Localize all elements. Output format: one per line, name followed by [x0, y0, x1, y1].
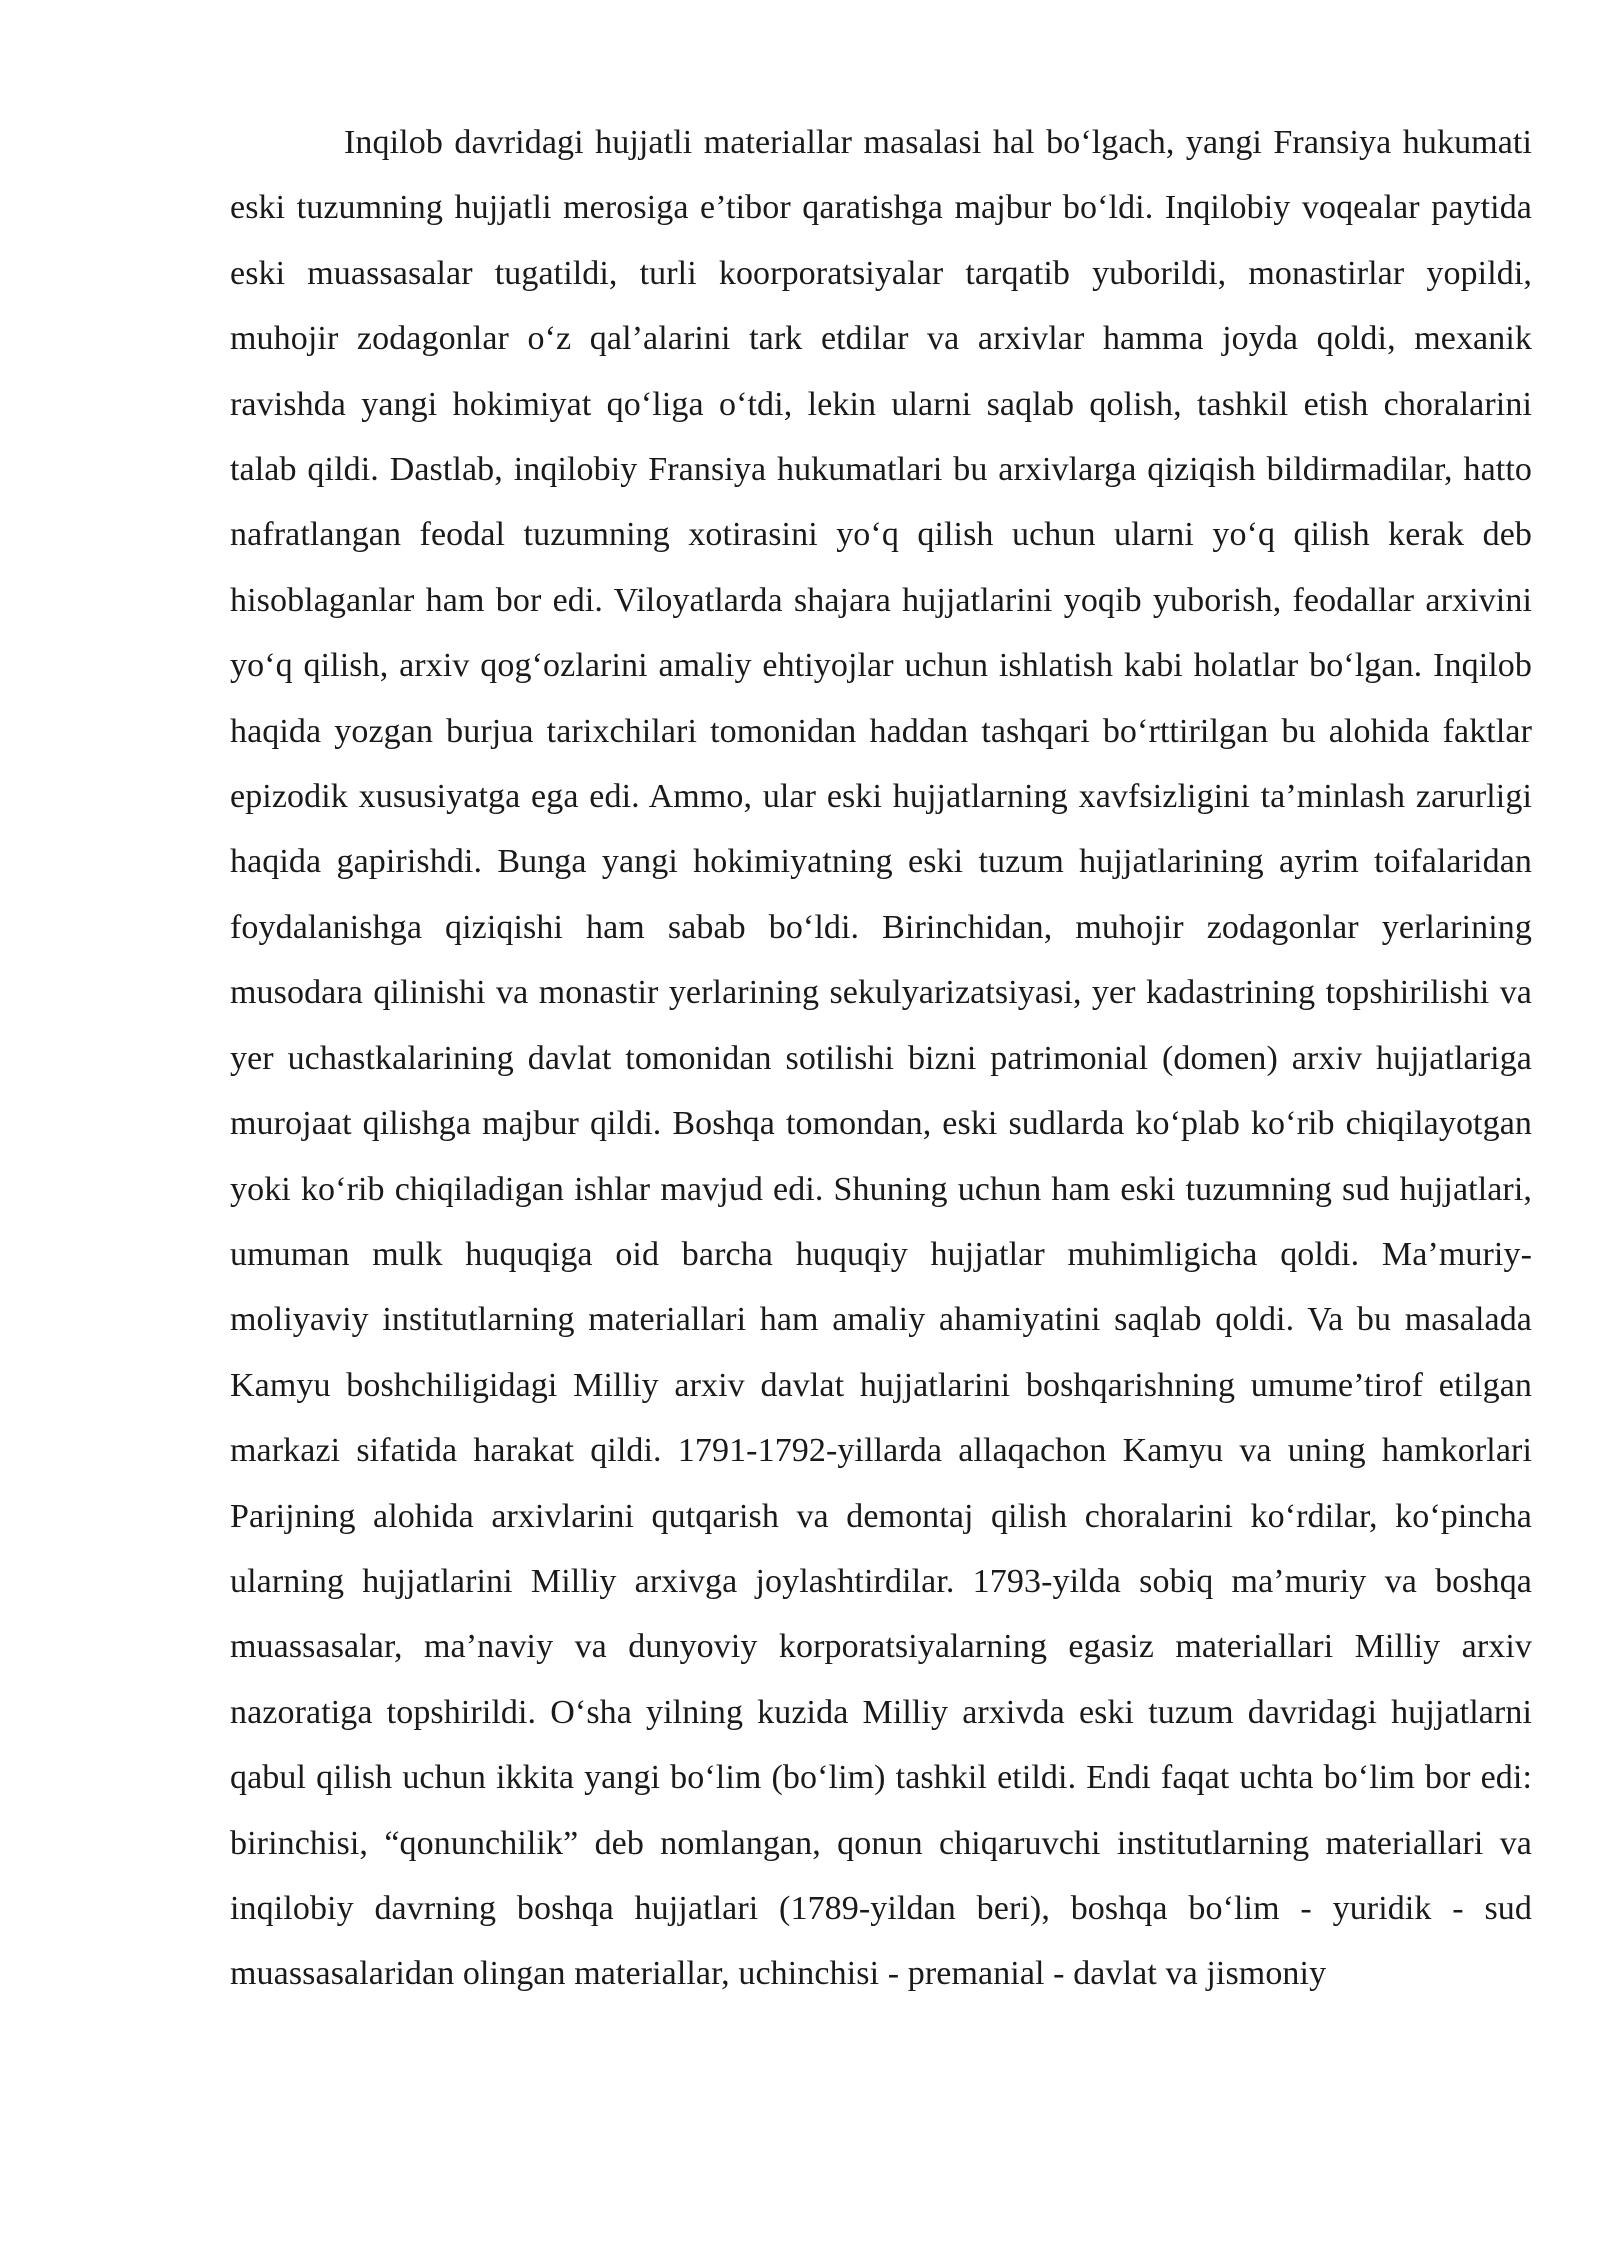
body-paragraph: Inqilob davridagi hujjatli materiallar masalasi hal bo‘lgach, yangi Fransiya hukumati eski tuzumning hujjatli merosiga e’tibor qaratishga majbur bo‘ldi. Inqilobiy voqealar paytida eski muassasalar tugatildi, turli koorporatsiyalar tarqatib yuborildi, monastirlar yopildi, muhojir zodagonlar o‘z qal’alarini tark etdilar va arxivlar hamma joyda qoldi, mexanik ravishda yangi hokimiyat qo‘liga o‘tdi, lekin ularni saqlab qolish, tashkil etish choralarini talab qildi. Dastlab, inqilobiy Fransiya hukumatlari bu arxivlarga qiziqish bildirmadilar, hatto nafratlangan feodal tuzumning xotirasini yo‘q qilish uchun ularni yo‘q qilish kerak deb hisoblaganlar ham bor edi. Viloyatlarda shajara hujjatlarini yoqib yuborish, feodallar arxivini yo‘q qilish, arxiv qog‘ozlarini amaliy ehtiyojlar uchun ishlatish kabi holatlar bo‘lgan. Inqilob haqida yozgan burjua tarixchilari tomonidan haddan tashqari bo‘rttirilgan bu alohida faktlar epizodik xususiyatga ega edi. Ammo, ular eski hujjatlarning xavfsizligini ta’minlash zarurligi haqida gapirishdi. Bunga yangi hokimiyatning eski tuzum hujjatlarining ayrim toifalaridan foydalanishga qiziqishi ham sabab bo‘ldi. Birinchidan, muhojir zodagonlar yerlarining musodara qilinishi va monastir yerlarining sekulyarizatsiyasi, yer kadastrining topshirilishi va yer uchastkalarining davlat tomonidan sotilishi bizni patrimonial (domen) arxiv hujjatlariga murojaat qilishga majbur qildi. Boshqa tomondan, eski sudlarda ko‘plab ko‘rib chiqilayotgan yoki ko‘rib chiqiladigan ishlar mavjud edi. Shuning uchun ham eski tuzumning sud hujjatlari, umuman mulk huquqiga oid barcha huquqiy hujjatlar muhimligicha qoldi. Ma’muriy-moliyaviy institutlarning materiallari ham amaliy ahamiyatini saqlab qoldi. Va bu masalada Kamyu boshchiligidagi Milliy arxiv davlat hujjatlarini boshqarishning umume’tirof etilgan markazi sifatida harakat qildi. 1791-1792-yillarda allaqachon Kamyu va uning hamkorlari Parijning alohida arxivlarini qutqarish va demontaj qilish choralarini ko‘rdilar, ko‘pincha ularning hujjatlarini Milliy arxivga joylashtirdilar. 1793-yilda sobiq ma’muriy va boshqa muassasalar, ma’naviy va dunyoviy korporatsiyalarning egasiz materiallari Milliy arxiv nazoratiga topshirildi. O‘sha yilning kuzida Milliy arxivda eski tuzum davridagi hujjatlarni qabul qilish uchun ikkita yangi bo‘lim (bo‘lim) tashkil etildi. Endi faqat uchta bo‘lim bor edi: birinchisi, “qonunchilik” deb nomlangan, qonun chiqaruvchi institutlarning materiallari va inqilobiy davrning boshqa hujjatlari (1789-yildan beri), boshqa bo‘lim - yuridik - sud muassasalaridan olingan materiallar, uchinchisi - premanial - davlat va jismoniy — [230, 124, 1532, 1993]
